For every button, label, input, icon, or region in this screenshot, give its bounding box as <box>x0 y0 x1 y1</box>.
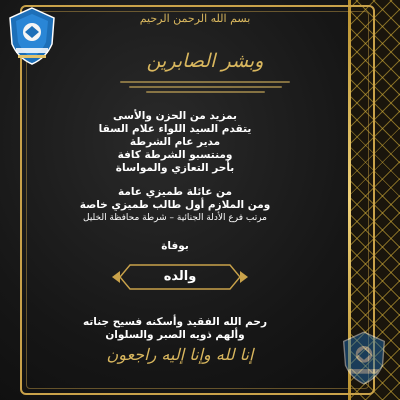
family-message <box>60 186 290 225</box>
prayer-line: وألهم ذويه الصبر والسلوان <box>105 329 245 341</box>
deceased-name: والده <box>163 269 197 284</box>
deceased-frame <box>110 262 250 292</box>
unit-line: مرتب فرع الأدلة الجنائية – شرطة محافظة الخليل <box>83 213 267 223</box>
message-line: ومنتسبو الشرطة كافة <box>117 149 233 161</box>
message-line: مدير عام الشرطة <box>129 136 221 148</box>
message-line: ومن الملازم أول طالب طميزي خاصة <box>79 199 271 211</box>
message-line: بمزيد من الحزن والأسى <box>113 110 237 122</box>
basmala: بسم الله الرحمن الرحيم <box>139 12 251 25</box>
prayer-line: رحم الله الفقيد وأسكنه فسيح جناته <box>82 316 268 328</box>
prayer-message <box>60 316 290 342</box>
message-line: يتقدم السيد اللواء علام السقا <box>98 123 252 135</box>
main-message <box>60 110 290 175</box>
closing-verse: إنا لله وإنا إليه راجعون <box>106 345 254 364</box>
message-line: من عائلة طميزي عامة <box>118 186 232 198</box>
message-line: بأحر التعازي والمواساة <box>115 162 235 174</box>
police-emblem-watermark-icon <box>340 330 388 386</box>
verse-title: وبشر الصابرين <box>146 50 264 72</box>
verse-calligraphy <box>110 50 300 100</box>
on-death-of: بوفاة <box>161 240 189 252</box>
verse-decorative-lines <box>120 78 290 98</box>
police-emblem-icon <box>6 6 58 66</box>
